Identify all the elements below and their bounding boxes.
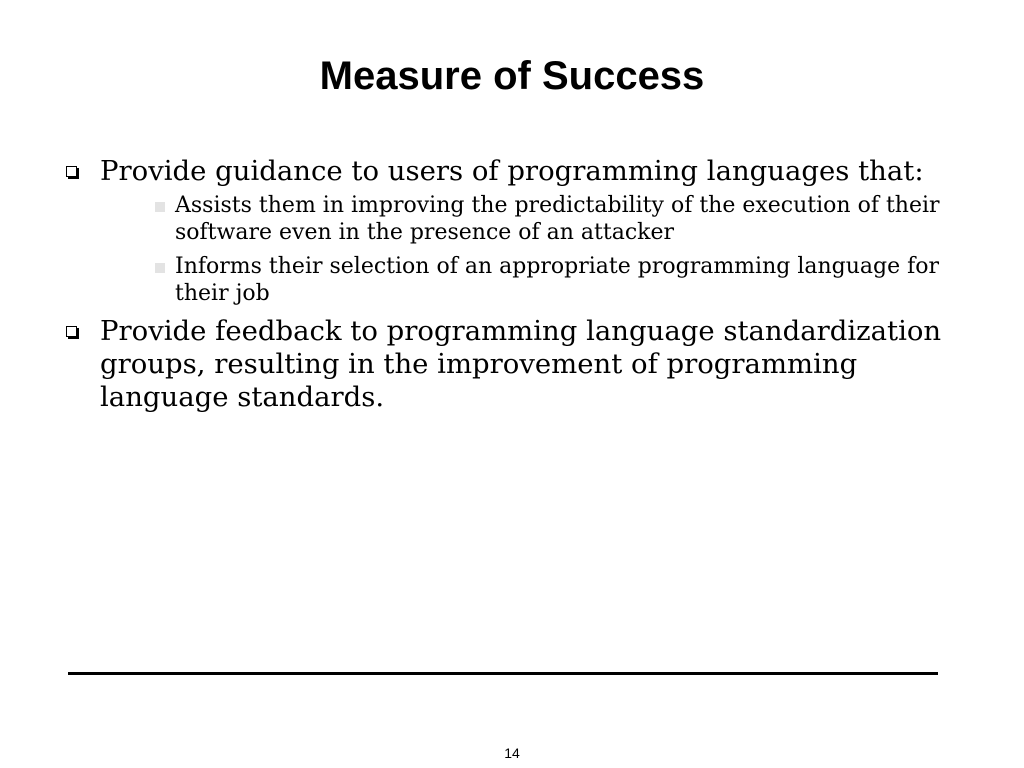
slide-title: Measure of Success [319,54,705,98]
footer-divider [68,672,938,675]
bullet-text: Provide feedback to programming language standardization groups, resulting in the improvement of programming language standards. [100,315,942,413]
bullet-item [60,315,970,414]
sub-bullet-item [145,192,970,246]
page-number: 14 [504,745,520,761]
slide-body [60,155,970,422]
sub-bullet-list [145,192,970,307]
sub-bullet-item [145,253,970,307]
hollow-square-bullet-icon [66,166,77,177]
sub-bullet-text: Assists them in improving the predictability of the execution of their software even in the presence of an attacker [175,193,940,245]
gray-square-bullet-icon [155,202,165,212]
bullet-item [60,155,970,307]
sub-bullet-text: Informs their selection of an appropriate programming language for their job [175,254,940,306]
hollow-square-bullet-icon [66,326,77,337]
gray-square-bullet-icon [155,263,165,273]
bullet-text: Provide guidance to users of programming languages that: [100,155,924,187]
